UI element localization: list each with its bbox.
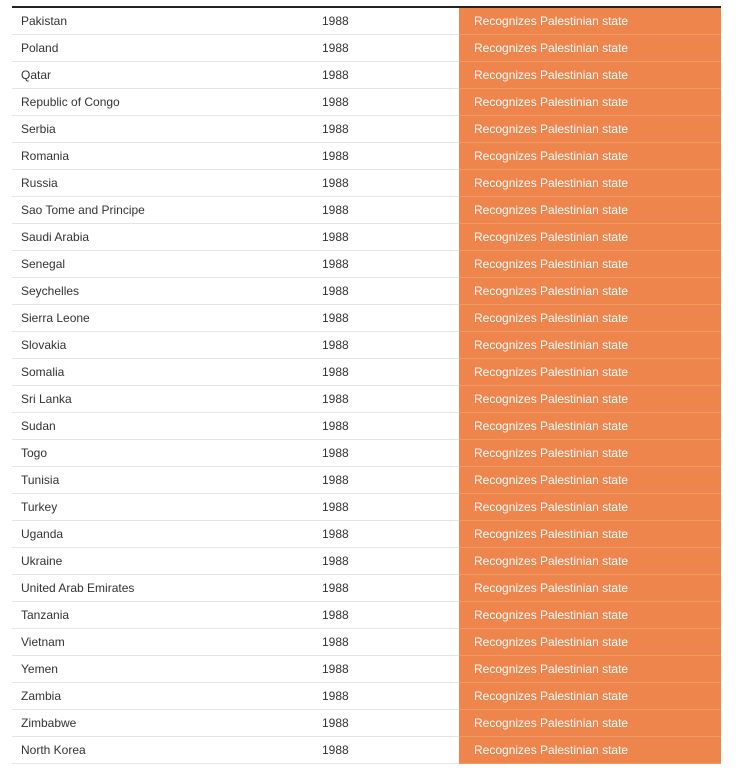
year-cell: 1988 <box>312 413 459 440</box>
status-cell: Recognizes Palestinian state <box>459 251 721 278</box>
year-cell: 1988 <box>312 197 459 224</box>
status-cell: Recognizes Palestinian state <box>459 710 721 737</box>
status-cell: Recognizes Palestinian state <box>459 683 721 710</box>
status-cell: Recognizes Palestinian state <box>459 548 721 575</box>
country-cell: North Korea <box>12 737 312 764</box>
table-row <box>12 629 721 656</box>
table-row <box>12 251 721 278</box>
year-cell: 1988 <box>312 116 459 143</box>
table-row <box>12 386 721 413</box>
year-cell: 1988 <box>312 494 459 521</box>
table-row <box>12 89 721 116</box>
year-cell: 1988 <box>312 332 459 359</box>
year-cell: 1988 <box>312 89 459 116</box>
status-cell: Recognizes Palestinian state <box>459 386 721 413</box>
year-cell: 1988 <box>312 656 459 683</box>
table-row <box>12 683 721 710</box>
year-cell: 1988 <box>312 62 459 89</box>
year-cell: 1988 <box>312 602 459 629</box>
table-row <box>12 116 721 143</box>
year-cell: 1988 <box>312 359 459 386</box>
table-row <box>12 521 721 548</box>
table-row <box>12 710 721 737</box>
table-row <box>12 440 721 467</box>
table-row <box>12 8 721 35</box>
country-cell: Sierra Leone <box>12 305 312 332</box>
table-row <box>12 197 721 224</box>
country-cell: Sri Lanka <box>12 386 312 413</box>
table-row <box>12 575 721 602</box>
country-cell: Turkey <box>12 494 312 521</box>
status-cell: Recognizes Palestinian state <box>459 494 721 521</box>
year-cell: 1988 <box>312 467 459 494</box>
country-cell: Yemen <box>12 656 312 683</box>
country-cell: Republic of Congo <box>12 89 312 116</box>
country-cell: Sudan <box>12 413 312 440</box>
status-cell: Recognizes Palestinian state <box>459 143 721 170</box>
country-cell: Zambia <box>12 683 312 710</box>
status-cell: Recognizes Palestinian state <box>459 602 721 629</box>
country-cell: Slovakia <box>12 332 312 359</box>
table-row <box>12 278 721 305</box>
table-row <box>12 494 721 521</box>
table-row <box>12 413 721 440</box>
status-cell: Recognizes Palestinian state <box>459 656 721 683</box>
country-cell: Serbia <box>12 116 312 143</box>
country-cell: Pakistan <box>12 8 312 35</box>
status-cell: Recognizes Palestinian state <box>459 521 721 548</box>
year-cell: 1988 <box>312 521 459 548</box>
year-cell: 1988 <box>312 224 459 251</box>
country-cell: Poland <box>12 35 312 62</box>
year-cell: 1988 <box>312 251 459 278</box>
status-cell: Recognizes Palestinian state <box>459 305 721 332</box>
year-cell: 1988 <box>312 548 459 575</box>
table-row <box>12 35 721 62</box>
status-cell: Recognizes Palestinian state <box>459 467 721 494</box>
table-row <box>12 467 721 494</box>
status-cell: Recognizes Palestinian state <box>459 89 721 116</box>
status-cell: Recognizes Palestinian state <box>459 413 721 440</box>
country-cell: Saudi Arabia <box>12 224 312 251</box>
table-row <box>12 143 721 170</box>
status-cell: Recognizes Palestinian state <box>459 224 721 251</box>
country-cell: Somalia <box>12 359 312 386</box>
table-row <box>12 737 721 764</box>
country-cell: Romania <box>12 143 312 170</box>
country-cell: Tunisia <box>12 467 312 494</box>
table-row <box>12 602 721 629</box>
country-cell: Uganda <box>12 521 312 548</box>
country-cell: Togo <box>12 440 312 467</box>
table-body <box>12 8 721 764</box>
table-row <box>12 224 721 251</box>
status-cell: Recognizes Palestinian state <box>459 278 721 305</box>
year-cell: 1988 <box>312 710 459 737</box>
status-cell: Recognizes Palestinian state <box>459 359 721 386</box>
year-cell: 1988 <box>312 278 459 305</box>
country-cell: Russia <box>12 170 312 197</box>
table-row <box>12 332 721 359</box>
year-cell: 1988 <box>312 386 459 413</box>
year-cell: 1988 <box>312 683 459 710</box>
status-cell: Recognizes Palestinian state <box>459 8 721 35</box>
status-cell: Recognizes Palestinian state <box>459 116 721 143</box>
table-row <box>12 170 721 197</box>
table-row <box>12 359 721 386</box>
year-cell: 1988 <box>312 629 459 656</box>
year-cell: 1988 <box>312 440 459 467</box>
year-cell: 1988 <box>312 575 459 602</box>
table-row <box>12 305 721 332</box>
country-cell: Tanzania <box>12 602 312 629</box>
year-cell: 1988 <box>312 305 459 332</box>
status-cell: Recognizes Palestinian state <box>459 440 721 467</box>
country-cell: Ukraine <box>12 548 312 575</box>
status-cell: Recognizes Palestinian state <box>459 332 721 359</box>
year-cell: 1988 <box>312 8 459 35</box>
country-cell: United Arab Emirates <box>12 575 312 602</box>
year-cell: 1988 <box>312 35 459 62</box>
table-row <box>12 62 721 89</box>
table-row <box>12 548 721 575</box>
status-cell: Recognizes Palestinian state <box>459 737 721 764</box>
country-cell: Zimbabwe <box>12 710 312 737</box>
year-cell: 1988 <box>312 143 459 170</box>
status-cell: Recognizes Palestinian state <box>459 197 721 224</box>
status-cell: Recognizes Palestinian state <box>459 575 721 602</box>
year-cell: 1988 <box>312 737 459 764</box>
country-cell: Sao Tome and Principe <box>12 197 312 224</box>
country-cell: Seychelles <box>12 278 312 305</box>
status-cell: Recognizes Palestinian state <box>459 170 721 197</box>
country-cell: Vietnam <box>12 629 312 656</box>
year-cell: 1988 <box>312 170 459 197</box>
country-cell: Qatar <box>12 62 312 89</box>
table-row <box>12 656 721 683</box>
status-cell: Recognizes Palestinian state <box>459 62 721 89</box>
status-cell: Recognizes Palestinian state <box>459 629 721 656</box>
recognition-table <box>12 6 721 764</box>
status-cell: Recognizes Palestinian state <box>459 35 721 62</box>
country-cell: Senegal <box>12 251 312 278</box>
